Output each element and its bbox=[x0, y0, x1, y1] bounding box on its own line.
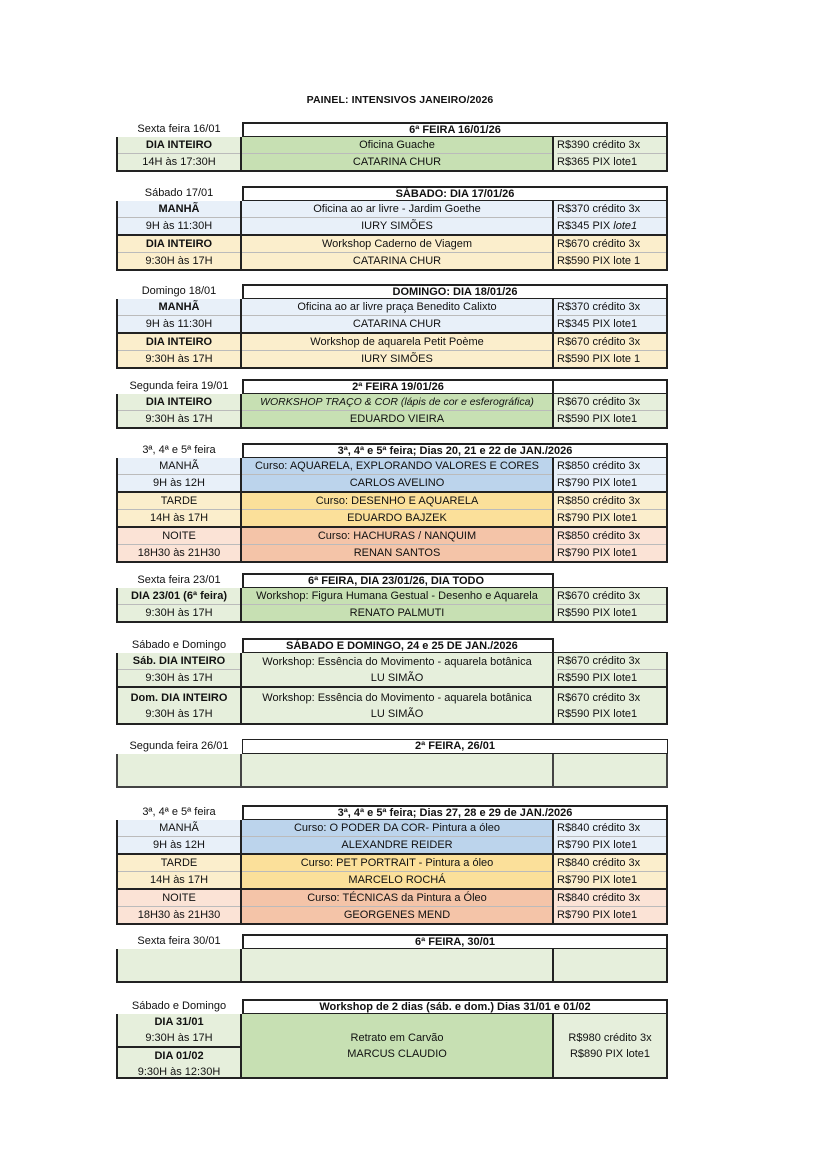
table-row bbox=[116, 334, 668, 369]
day-heading: SÁBADO: DIA 17/01/26 bbox=[242, 186, 668, 201]
price-credit: R$850 crédito 3x bbox=[557, 458, 666, 475]
price-credit: R$670 crédito 3x bbox=[557, 236, 666, 253]
section-header bbox=[116, 638, 668, 653]
section-header bbox=[116, 379, 668, 394]
section-header bbox=[116, 805, 668, 820]
table-row bbox=[116, 137, 668, 172]
time-cell bbox=[118, 137, 242, 170]
schedule-section bbox=[116, 805, 668, 925]
price-cell bbox=[554, 890, 666, 923]
period: MANHÃ bbox=[118, 820, 240, 837]
course-cell bbox=[242, 493, 554, 526]
period: TARDE bbox=[118, 855, 240, 872]
price-pix: R$790 PIX lote1 bbox=[557, 477, 638, 489]
price-pix: R$590 PIX lote1 bbox=[557, 672, 638, 684]
table-row bbox=[116, 528, 668, 563]
price-credit: R$670 crédito 3x bbox=[557, 691, 641, 704]
period: MANHÃ bbox=[118, 458, 240, 475]
teacher-name: RENATO PALMUTI bbox=[349, 607, 445, 619]
price-pix-lot: lote1 bbox=[613, 220, 638, 232]
course-name: Curso: DESENHO E AQUARELA bbox=[242, 493, 552, 510]
price-cell bbox=[554, 299, 666, 332]
course-name: Curso: PET PORTRAIT - Pintura a óleo bbox=[242, 855, 552, 872]
teacher-name: CATARINA CHUR bbox=[352, 255, 442, 267]
schedule-section bbox=[116, 284, 668, 369]
period: MANHÃ bbox=[118, 201, 240, 218]
time-cell bbox=[118, 493, 242, 526]
day-heading: DOMINGO: DIA 18/01/26 bbox=[242, 284, 668, 299]
day-heading: 3ª, 4ª e 5ª feira; Dias 20, 21 e 22 de JAN./2026 bbox=[242, 443, 668, 458]
time-range: 9:30H às 17H bbox=[145, 707, 213, 720]
section-header bbox=[116, 284, 668, 299]
price-pix: R$790 PIX lote1 bbox=[557, 839, 638, 851]
course-cell bbox=[242, 588, 554, 621]
course-name: Workshop: Figura Humana Gestual - Desenho e Aquarela bbox=[242, 588, 552, 605]
time-range: 14H às 17:30H bbox=[142, 156, 216, 168]
schedule-section bbox=[116, 638, 668, 725]
price-cell bbox=[554, 334, 666, 367]
price-credit: R$370 crédito 3x bbox=[557, 299, 666, 316]
period: DIA INTEIRO bbox=[118, 236, 240, 253]
price-cell bbox=[554, 528, 666, 561]
price-credit: R$980 crédito 3x bbox=[568, 1031, 652, 1044]
day-label: Sexta feira 16/01 bbox=[137, 123, 221, 135]
table-row bbox=[116, 688, 668, 725]
table-row bbox=[116, 890, 668, 925]
course-name: Curso: TÉCNICAS da Pintura a Óleo bbox=[242, 890, 552, 907]
price-pix: R$590 PIX lote 1 bbox=[557, 255, 641, 267]
course-cell bbox=[242, 458, 554, 491]
price-credit: R$840 crédito 3x bbox=[557, 855, 666, 872]
price-credit: R$370 crédito 3x bbox=[557, 201, 666, 218]
table-row bbox=[116, 1014, 668, 1079]
day-label: Sábado e Domingo bbox=[131, 1000, 227, 1012]
section-header bbox=[116, 443, 668, 458]
time-range: 9H às 12H bbox=[153, 839, 205, 851]
day-heading: 3ª, 4ª e 5ª feira; Dias 27, 28 e 29 de JAN./2026 bbox=[242, 805, 668, 820]
page-title: PAINEL: INTENSIVOS JANEIRO/2026 bbox=[306, 94, 494, 106]
schedule-section bbox=[116, 934, 668, 983]
price-pix: R$590 PIX lote1 bbox=[557, 707, 638, 720]
time-cell bbox=[118, 890, 242, 923]
time-range: 9:30H às 17H bbox=[145, 255, 213, 267]
course-cell bbox=[242, 890, 554, 923]
period: DIA 23/01 (6ª feira) bbox=[118, 588, 240, 605]
day-heading: 6ª FEIRA, DIA 23/01/26, DIA TODO bbox=[242, 573, 554, 588]
course-name: Workshop: Essência do Movimento - aquarela botânica bbox=[262, 655, 532, 668]
price-pix: R$790 PIX lote1 bbox=[557, 547, 638, 559]
price-pix: R$365 PIX lote1 bbox=[557, 156, 638, 168]
header-empty-cell bbox=[554, 638, 668, 653]
empty-price-cell bbox=[554, 754, 666, 786]
table-row-empty bbox=[116, 754, 668, 788]
course-cell bbox=[242, 334, 554, 367]
day-heading: 2ª FEIRA, 26/01 bbox=[242, 739, 668, 754]
price-pix: R$590 PIX lote 1 bbox=[557, 353, 641, 365]
empty-course-cell bbox=[242, 949, 554, 981]
table-row bbox=[116, 236, 668, 271]
teacher-name: RENAN SANTOS bbox=[353, 547, 441, 559]
section-header bbox=[116, 739, 668, 754]
time-cell bbox=[118, 236, 242, 269]
time-cell bbox=[118, 334, 242, 367]
time-range: 9:30H às 17H bbox=[145, 413, 213, 425]
schedule-section bbox=[116, 999, 668, 1079]
schedule-section bbox=[116, 739, 668, 788]
section-header bbox=[116, 999, 668, 1014]
time-range: 14H às 17H bbox=[149, 512, 209, 524]
period: NOITE bbox=[118, 528, 240, 545]
day-label: Sábado 17/01 bbox=[144, 187, 214, 199]
course-name: Curso: AQUARELA, EXPLORANDO VALORES E CORES bbox=[242, 458, 552, 475]
day-one: DIA 31/01 bbox=[154, 1016, 204, 1028]
day-label: Segunda feira 19/01 bbox=[129, 380, 229, 392]
table-row bbox=[116, 493, 668, 528]
table-row bbox=[116, 394, 668, 429]
price-cell bbox=[554, 688, 666, 723]
table-row bbox=[116, 299, 668, 334]
teacher-name: MARCELO ROCHÁ bbox=[348, 874, 446, 886]
section-header bbox=[116, 186, 668, 201]
day-heading: SÁBADO E DOMINGO, 24 e 25 DE JAN./2026 bbox=[242, 638, 554, 653]
price-cell bbox=[554, 653, 666, 686]
period: TARDE bbox=[118, 493, 240, 510]
header-empty-cell bbox=[554, 573, 668, 588]
course-cell bbox=[242, 299, 554, 332]
time-range: 9H às 11:30H bbox=[145, 220, 213, 232]
teacher-name: GEORGENES MEND bbox=[343, 909, 451, 921]
time-range: 9H às 11:30H bbox=[145, 318, 213, 330]
period: Dom. DIA INTEIRO bbox=[130, 691, 228, 704]
time-cell bbox=[118, 299, 242, 332]
period: DIA INTEIRO bbox=[118, 137, 240, 154]
price-pix: R$790 PIX lote1 bbox=[557, 512, 638, 524]
table-row bbox=[116, 653, 668, 688]
day-label: 3ª, 4ª e 5ª feira bbox=[142, 444, 216, 456]
period: MANHÃ bbox=[118, 299, 240, 316]
time-cell bbox=[118, 394, 242, 427]
price-pix: R$890 PIX lote1 bbox=[569, 1047, 651, 1060]
schedule-section bbox=[116, 122, 668, 172]
day-label: 3ª, 4ª e 5ª feira bbox=[142, 806, 216, 818]
price-cell bbox=[554, 588, 666, 621]
course-name: WORKSHOP TRAÇO & COR (lápis de cor e esferográfica) bbox=[242, 394, 552, 411]
teacher-name: IURY SIMÕES bbox=[361, 353, 433, 365]
time-range: 9H às 12H bbox=[153, 477, 205, 489]
teacher-name: IURY SIMÕES bbox=[361, 220, 433, 232]
time-range: 9:30H às 17H bbox=[145, 353, 213, 365]
schedule-section bbox=[116, 443, 668, 563]
course-cell bbox=[242, 137, 554, 170]
teacher-name: CATARINA CHUR bbox=[352, 156, 442, 168]
teacher-name: ALEXANDRE REIDER bbox=[341, 839, 453, 851]
day-label: Sexta feira 30/01 bbox=[137, 935, 221, 947]
period: DIA INTEIRO bbox=[118, 394, 240, 411]
course-cell bbox=[242, 528, 554, 561]
time-range: 14H às 17H bbox=[149, 874, 209, 886]
course-cell bbox=[242, 688, 554, 723]
teacher-name: CARLOS AVELINO bbox=[349, 477, 445, 489]
price-pix bbox=[557, 218, 666, 234]
empty-time-cell bbox=[118, 754, 242, 786]
course-cell bbox=[242, 820, 554, 853]
section-header bbox=[116, 934, 668, 949]
price-pix: R$590 PIX lote1 bbox=[557, 413, 638, 425]
time-cell bbox=[118, 820, 242, 853]
price-credit: R$840 crédito 3x bbox=[557, 820, 666, 837]
price-credit: R$670 crédito 3x bbox=[557, 653, 666, 670]
course-cell bbox=[242, 653, 554, 686]
price-cell bbox=[554, 394, 666, 427]
day-heading: 2ª FEIRA 19/01/26 bbox=[242, 379, 554, 394]
header-empty-cell bbox=[554, 379, 668, 394]
price-cell bbox=[554, 201, 666, 234]
price-credit: R$670 crédito 3x bbox=[557, 334, 666, 351]
time-cell bbox=[118, 855, 242, 888]
time-range: 18H30 às 21H30 bbox=[137, 909, 221, 921]
day-label: Segunda feira 26/01 bbox=[129, 740, 229, 752]
price-credit: R$670 crédito 3x bbox=[557, 588, 666, 605]
table-row-empty bbox=[116, 949, 668, 983]
course-cell bbox=[242, 855, 554, 888]
time-range: 18H30 às 21H30 bbox=[137, 547, 221, 559]
price-cell bbox=[554, 820, 666, 853]
price-cell bbox=[554, 137, 666, 170]
period: NOITE bbox=[118, 890, 240, 907]
day-label: Sábado e Domingo bbox=[131, 639, 227, 651]
empty-course-cell bbox=[242, 754, 554, 786]
period: DIA INTEIRO bbox=[118, 334, 240, 351]
table-row bbox=[116, 588, 668, 623]
schedule-section bbox=[116, 573, 668, 623]
course-name: Workshop de aquarela Petit Poème bbox=[242, 334, 552, 351]
schedule-section bbox=[116, 379, 668, 429]
price-cell bbox=[554, 236, 666, 269]
course-name: Workshop Caderno de Viagem bbox=[242, 236, 552, 253]
time-range: 9:30H às 17H bbox=[145, 607, 213, 619]
price-pix: R$590 PIX lote1 bbox=[557, 607, 638, 619]
price-cell bbox=[554, 493, 666, 526]
course-name: Oficina Guache bbox=[242, 137, 552, 154]
price-cell bbox=[554, 1014, 666, 1077]
period: Sáb. DIA INTEIRO bbox=[118, 653, 240, 670]
time-cell bbox=[118, 688, 242, 723]
table-row bbox=[116, 855, 668, 890]
course-name: Curso: O PODER DA COR- Pintura a óleo bbox=[242, 820, 552, 837]
day-one-time: 9:30H às 17H bbox=[118, 1030, 240, 1048]
time-range: 9:30H às 17H bbox=[145, 672, 213, 684]
time-cell bbox=[118, 588, 242, 621]
time-cell bbox=[118, 528, 242, 561]
course-name: Retrato em Carvão bbox=[350, 1031, 444, 1044]
teacher-name: LU SIMÃO bbox=[370, 671, 424, 684]
course-name: Oficina ao ar livre - Jardim Goethe bbox=[242, 201, 552, 218]
teacher-name: EDUARDO VIEIRA bbox=[349, 413, 445, 425]
course-cell bbox=[242, 394, 554, 427]
course-cell bbox=[242, 236, 554, 269]
price-cell bbox=[554, 458, 666, 491]
day-heading: 6ª FEIRA, 30/01 bbox=[242, 934, 668, 949]
time-cell bbox=[118, 1014, 242, 1077]
course-cell bbox=[242, 1014, 554, 1077]
course-name: Workshop: Essência do Movimento - aquarela botânica bbox=[262, 691, 532, 704]
price-credit: R$840 crédito 3x bbox=[557, 890, 666, 907]
price-credit: R$850 crédito 3x bbox=[557, 528, 666, 545]
time-cell bbox=[118, 653, 242, 686]
day-two-time: 9:30H às 12:30H bbox=[137, 1066, 221, 1078]
time-cell bbox=[118, 201, 242, 234]
day-heading: Workshop de 2 dias (sáb. e dom.) Dias 31/01 e 01/02 bbox=[242, 999, 668, 1014]
price-pix: R$790 PIX lote1 bbox=[557, 874, 638, 886]
price-credit: R$670 crédito 3x bbox=[557, 394, 666, 411]
course-name: Oficina ao ar livre praça Benedito Calixto bbox=[242, 299, 552, 316]
table-row bbox=[116, 820, 668, 855]
section-header bbox=[116, 573, 668, 588]
price-cell bbox=[554, 855, 666, 888]
table-row bbox=[116, 458, 668, 493]
schedule-section bbox=[116, 186, 668, 271]
course-name: Curso: HACHURAS / NANQUIM bbox=[242, 528, 552, 545]
price-pix-amount: R$345 PIX bbox=[557, 220, 614, 232]
teacher-name: MARCUS CLAUDIO bbox=[347, 1047, 447, 1060]
teacher-name: CATARINA CHUR bbox=[352, 318, 442, 330]
day-label: Domingo 18/01 bbox=[141, 285, 217, 297]
price-credit: R$850 crédito 3x bbox=[557, 493, 666, 510]
teacher-name: EDUARDO BAJZEK bbox=[347, 512, 447, 524]
day-heading: 6ª FEIRA 16/01/26 bbox=[242, 122, 668, 137]
price-pix: R$345 PIX lote1 bbox=[557, 318, 638, 330]
day-two: DIA 01/02 bbox=[154, 1050, 204, 1062]
price-pix: R$790 PIX lote1 bbox=[557, 909, 638, 921]
empty-time-cell bbox=[118, 949, 242, 981]
teacher-name: LU SIMÃO bbox=[370, 707, 424, 720]
course-cell bbox=[242, 201, 554, 234]
day-label: Sexta feira 23/01 bbox=[137, 574, 221, 586]
section-header bbox=[116, 122, 668, 137]
empty-price-cell bbox=[554, 949, 666, 981]
table-row bbox=[116, 201, 668, 236]
time-cell bbox=[118, 458, 242, 491]
price-credit: R$390 crédito 3x bbox=[557, 137, 666, 154]
